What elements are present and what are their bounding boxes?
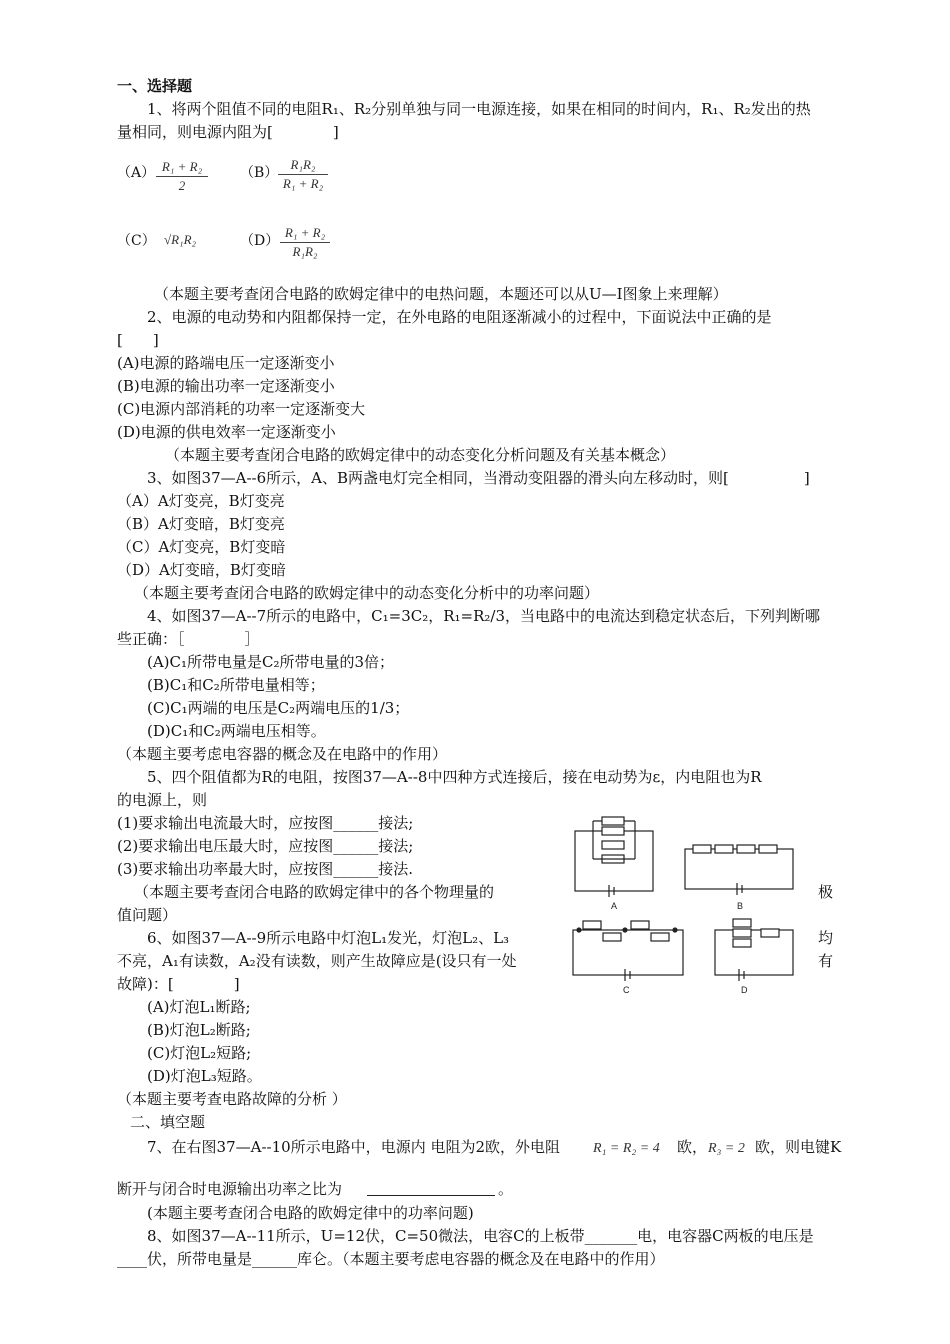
- q1-option-a-label: （A）: [117, 165, 156, 181]
- q2-note: （本题主要考查闭合电路的欧姆定律中的动态变化分析问题及有关基本概念）: [165, 446, 676, 464]
- q1-b-denominator: R₁ + R₂: [282, 176, 324, 191]
- circuit-a: [575, 817, 653, 897]
- q1-d-denominator: R₁R₂: [292, 244, 318, 259]
- q5-note-line1-end: 极: [818, 883, 834, 901]
- q1-option-d-label: （D）: [240, 233, 280, 249]
- q6-stem-line3: 故障)：[ ]: [117, 975, 240, 993]
- q3-option-c: （C）A灯变亮，B灯变暗: [117, 538, 286, 556]
- q5-stem-line1: 5、四个阻值都为R的电阻，按图37—A--8中四种方式连接后，接在电动势为ε，内电阻也为R: [147, 768, 762, 786]
- q6-stem-line1: 6、如图37—A--9所示电路中灯泡L₁发光，灯泡L₂、L₃: [147, 929, 510, 947]
- section-title-fill: 二、填空题: [130, 1113, 206, 1131]
- q4-note: （本题主要考虑电容器的概念及在电路中的作用）: [117, 745, 448, 763]
- q7-stem-part2: 欧，: [677, 1138, 708, 1156]
- fig-label-d: D: [741, 985, 748, 995]
- q5-item-2: (2)要求输出电压最大时，应按图______接法;: [117, 837, 414, 855]
- q1-option-c-expression: [158, 232, 202, 248]
- q3-option-d: （D）A灯变暗，B灯变暗: [117, 561, 286, 579]
- q5-item-3: (3)要求输出功率最大时，应按图______接法.: [117, 860, 414, 878]
- circuit-c: [573, 921, 683, 981]
- q3-note: （本题主要考查闭合电路的欧姆定律中的动态变化分析中的功率问题）: [134, 584, 600, 602]
- q1-option-b-fraction: [278, 157, 328, 192]
- q2-option-c: (C)电源内部消耗的功率一定逐渐变大: [117, 400, 366, 418]
- circuit-d: [715, 919, 793, 981]
- fig-label-b: B: [737, 901, 744, 911]
- q4-option-c: (C)C₁两端的电压是C₂两端电压的1/3；: [147, 699, 410, 717]
- q3-stem: 3、如图37—A--6所示，A、B两盏电灯完全相同，当滑动变阻器的滑头向左移动时，则[ ]: [147, 469, 810, 487]
- q2-option-a: (A)电源的路端电压一定逐渐变小: [117, 354, 335, 372]
- q7-stem-part1: 7、在右图37—A--10所示电路中，电源内 电阻为2欧，外电阻: [147, 1138, 561, 1156]
- q6-option-a: (A)灯泡L₁断路;: [147, 998, 251, 1016]
- q1-a-numerator: R₁ + R₂: [161, 159, 203, 174]
- q6-stem-line1-end: 均: [818, 929, 834, 947]
- q5-stem-line2: 的电源上，则: [117, 791, 208, 809]
- circuit-b: [685, 845, 793, 895]
- q1-d-numerator: R₁ + R₂: [284, 225, 326, 240]
- section-title-choice: 一、选择题: [117, 77, 193, 95]
- circuit-figure: [565, 815, 805, 1005]
- q8-stem-line2: ____伏，所带电量是______库仑。（本题主要考虑电容器的概念及在电路中的作用）: [117, 1250, 665, 1268]
- q6-option-d: (D)灯泡L₃短路。: [147, 1067, 262, 1085]
- fig-label-c: C: [623, 985, 630, 995]
- q2-stem-line2: [ ]: [117, 331, 159, 349]
- q5-item-1: (1)要求输出电流最大时，应按图______接法;: [117, 814, 414, 832]
- q6-option-c: (C)灯泡L₂短路;: [147, 1044, 252, 1062]
- q1-option-b-label: （B）: [240, 165, 279, 181]
- q7-period: 。: [498, 1180, 514, 1198]
- q7-note: (本题主要考查闭合电路的欧姆定律中的功率问题): [147, 1204, 474, 1222]
- fig-label-a: A: [611, 901, 618, 911]
- q6-option-b: (B)灯泡L₂断路;: [147, 1021, 251, 1039]
- q4-option-d: (D)C₁和C₂两端电压相等。: [147, 722, 326, 740]
- q4-option-a: (A)C₁所带电量是C₂所带电量的3倍；: [147, 653, 395, 671]
- q7-stem-line2: 断开与闭合时电源输出功率之比为: [117, 1180, 343, 1198]
- q3-option-b: （B）A灯变暗，B灯变亮: [117, 515, 285, 533]
- q6-note: （本题主要考查电路故障的分析 ）: [117, 1090, 347, 1108]
- q2-option-b: (B)电源的输出功率一定逐渐变小: [117, 377, 335, 395]
- q1-option-a-fraction: [156, 159, 208, 194]
- q7-equation-r3: R₃ = 2: [708, 1141, 745, 1156]
- q4-stem-line1: 4、如图37—A--7所示的电路中，C₁=3C₂，R₁=R₂/3，当电路中的电流达到稳定状态后，下列判断哪: [147, 607, 821, 625]
- q1-c-expr: √R₁R₂: [163, 232, 197, 247]
- q1-b-numerator: R₁R₂: [290, 157, 316, 172]
- q1-stem-line2: 量相同，则电源内阻为[ ]: [117, 123, 339, 141]
- q1-a-denominator: 2: [178, 178, 186, 193]
- q5-note-line1: （本题主要考查闭合电路的欧姆定律中的各个物理量的: [134, 883, 495, 901]
- q7-stem-part3: 欧，则电键K: [755, 1138, 842, 1156]
- q6-stem-line2: 不亮，A₁有读数，A₂没有读数，则产生故障应是(设只有一处: [117, 952, 517, 970]
- q1-stem-line1: 1、将两个阻值不同的电阻R₁、R₂分别单独与同一电源连接，如果在相同的时间内，R₁、R₂发出的热: [147, 100, 811, 118]
- q7-equation-r1-r2: R₁ = R₂ = 4: [593, 1141, 660, 1156]
- q4-stem-line2: 些正确：［ ］: [117, 630, 260, 648]
- q2-option-d: (D)电源的供电效率一定逐渐变小: [117, 423, 336, 441]
- q2-stem-line1: 2、电源的电动势和内阻都保持一定，在外电路的电阻逐渐减小的过程中，下面说法中正确的是: [147, 308, 772, 326]
- q8-stem-line1: 8、如图37—A--11所示，U=12伏，C=50微法，电容C的上板带_______电，电容器C两板的电压是: [147, 1227, 814, 1245]
- q1-note: （本题主要考查闭合电路的欧姆定律中的电热问题，本题还可以从U—I图象上来理解）: [154, 285, 728, 303]
- q4-option-b: (B)C₁和C₂所带电量相等；: [147, 676, 325, 694]
- q3-option-a: （A）A灯变亮，B灯变亮: [117, 492, 285, 510]
- q7-answer-blank: [367, 1179, 495, 1201]
- q6-stem-line2-end: 有: [818, 952, 834, 970]
- q1-option-d-fraction: [280, 225, 330, 260]
- q1-option-c-label: （C）: [117, 233, 156, 249]
- q5-note-line2: 值问题）: [117, 906, 178, 924]
